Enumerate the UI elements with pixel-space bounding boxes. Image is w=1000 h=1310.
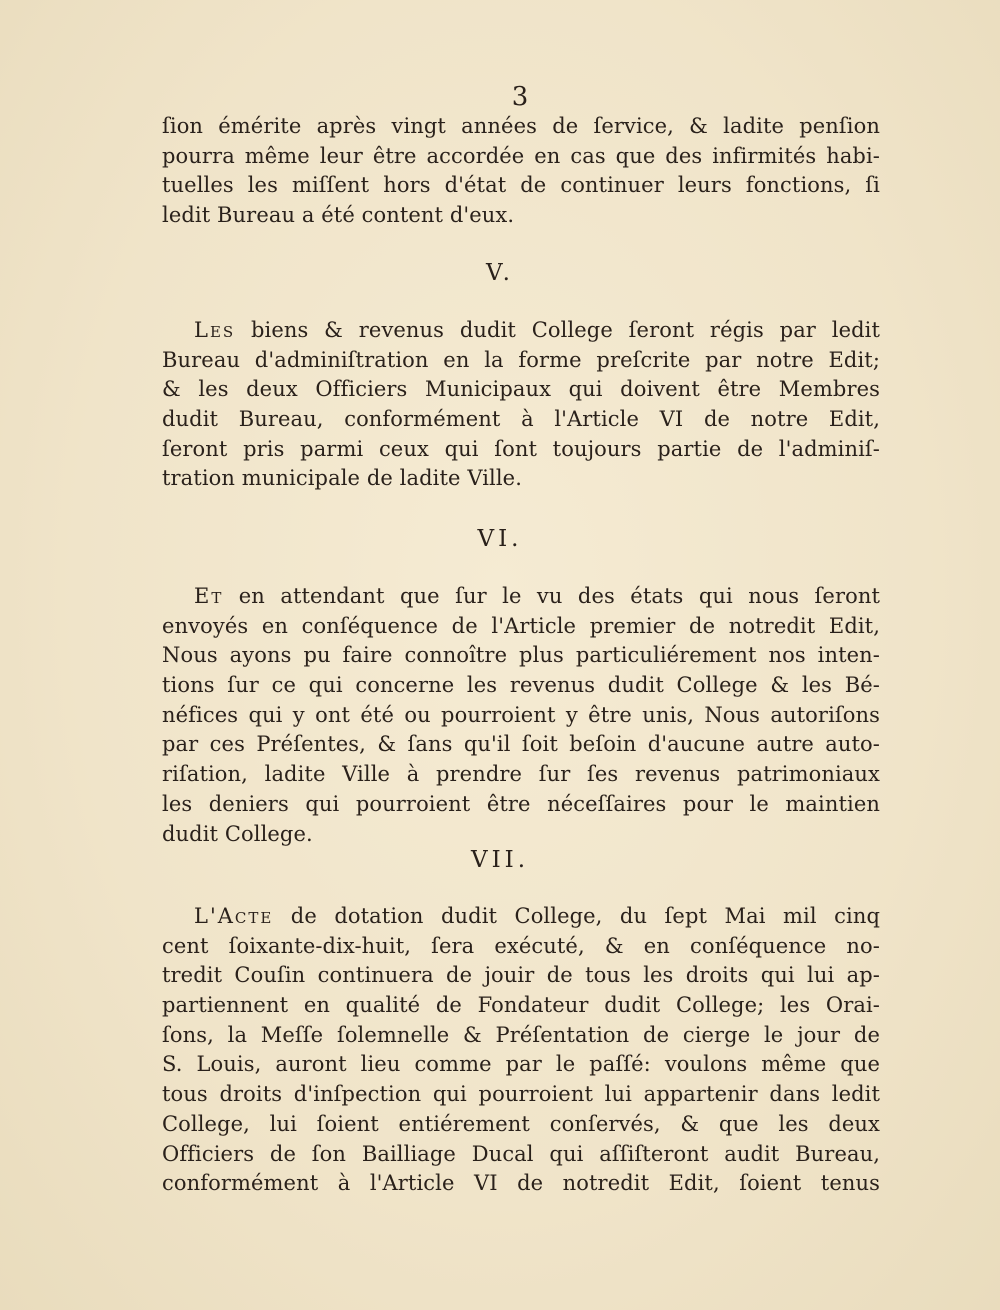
text-line: partiennent en qualité de Fondateur dudit College; les Orai- [162, 993, 880, 1018]
text-line: néfices qui y ont été ou pourroient y être unis, Nous autoriſons [162, 702, 880, 727]
text-line: envoyés en conſéquence de l'Article premier de notredit Edit, [162, 613, 880, 638]
text-line-rest: biens & revenus dudit College ſeront régis par ledit [235, 318, 880, 342]
text-line: College, lui ſoient entiérement conſervés, & que les deux [162, 1111, 880, 1136]
text-line: dudit Bureau, conformément à l'Article VI de notre Edit, [162, 407, 880, 432]
text-line: Bureau d'adminiſtration en la forme preſcrite par notre Edit; [162, 347, 880, 372]
text-line: ſons, la Meſſe ſolemnelle & Préſentation de cierge le jour de [162, 1022, 880, 1047]
text-line: cent ſoixante-dix-huit, ſera exécuté, & en conſéquence no- [162, 933, 880, 958]
text-line: tration municipale de ladite Ville. [162, 466, 522, 491]
text-line: Nous ayons pu faire connoître plus particuliérement nos inten- [162, 643, 880, 668]
text-line: par ces Préſentes, & ſans qu'il ſoit beſoin d'aucune autre auto- [162, 732, 880, 757]
text-line [162, 902, 880, 932]
first-word: Les [194, 318, 236, 342]
text-line-rest: en attendant que ſur le vu des états qui nous ſeront [223, 584, 880, 608]
text-line: tous droits d'inſpection qui pourroient lui appartenir dans ledit [162, 1082, 880, 1107]
first-word: Et [194, 584, 224, 608]
article-heading-vi: VI. [477, 526, 523, 552]
article-v-paragraph [162, 316, 880, 494]
text-line: les deniers qui pourroient être néceſſaires pour le maintien [162, 791, 880, 816]
text-line: riſation, ladite Ville à prendre ſur ſes revenus patrimoniaux [162, 762, 880, 787]
text-line-rest: de dotation dudit College, du ſept Mai mil cinq [273, 904, 880, 928]
article-heading-vii: VII. [470, 847, 530, 873]
text-line: dudit College. [162, 821, 313, 846]
first-word: L'Acte [194, 904, 274, 928]
article-heading-v: V. [486, 260, 514, 286]
text-line: conformément à l'Article VI de notredit Edit, ſoient tenus [162, 1171, 880, 1196]
text-line [162, 316, 880, 346]
article-vii-paragraph [162, 902, 880, 1199]
text-line: pourra même leur être accordée en cas que des infirmités habi- [162, 143, 880, 168]
text-line: ledit Bureau a été content d'eux. [162, 203, 515, 228]
paragraph-continuation [162, 112, 880, 231]
text-line: S. Louis, auront lieu comme par le paſſé: voulons même que [162, 1052, 880, 1077]
page-number: 3 [511, 82, 529, 112]
text-line: ſion émérite après vingt années de ſervice, & ladite penſion [162, 114, 880, 138]
article-vi-paragraph [162, 582, 880, 849]
text-line: tuelles les miſſent hors d'état de continuer leurs fonctions, ſi [162, 173, 880, 198]
text-line: & les deux Officiers Municipaux qui doivent être Membres [162, 377, 880, 402]
text-line: ſeront pris parmi ceux qui ſont toujours partie de l'adminiſ- [162, 436, 880, 461]
text-line: tredit Couſin continuera de jouir de tous les droits qui lui ap- [162, 963, 880, 988]
text-line [162, 582, 880, 612]
text-line: tions ſur ce qui concerne les revenus dudit College & les Bé- [162, 673, 880, 698]
text-line: Officiers de ſon Bailliage Ducal qui aſſiſteront audit Bureau, [162, 1141, 880, 1166]
